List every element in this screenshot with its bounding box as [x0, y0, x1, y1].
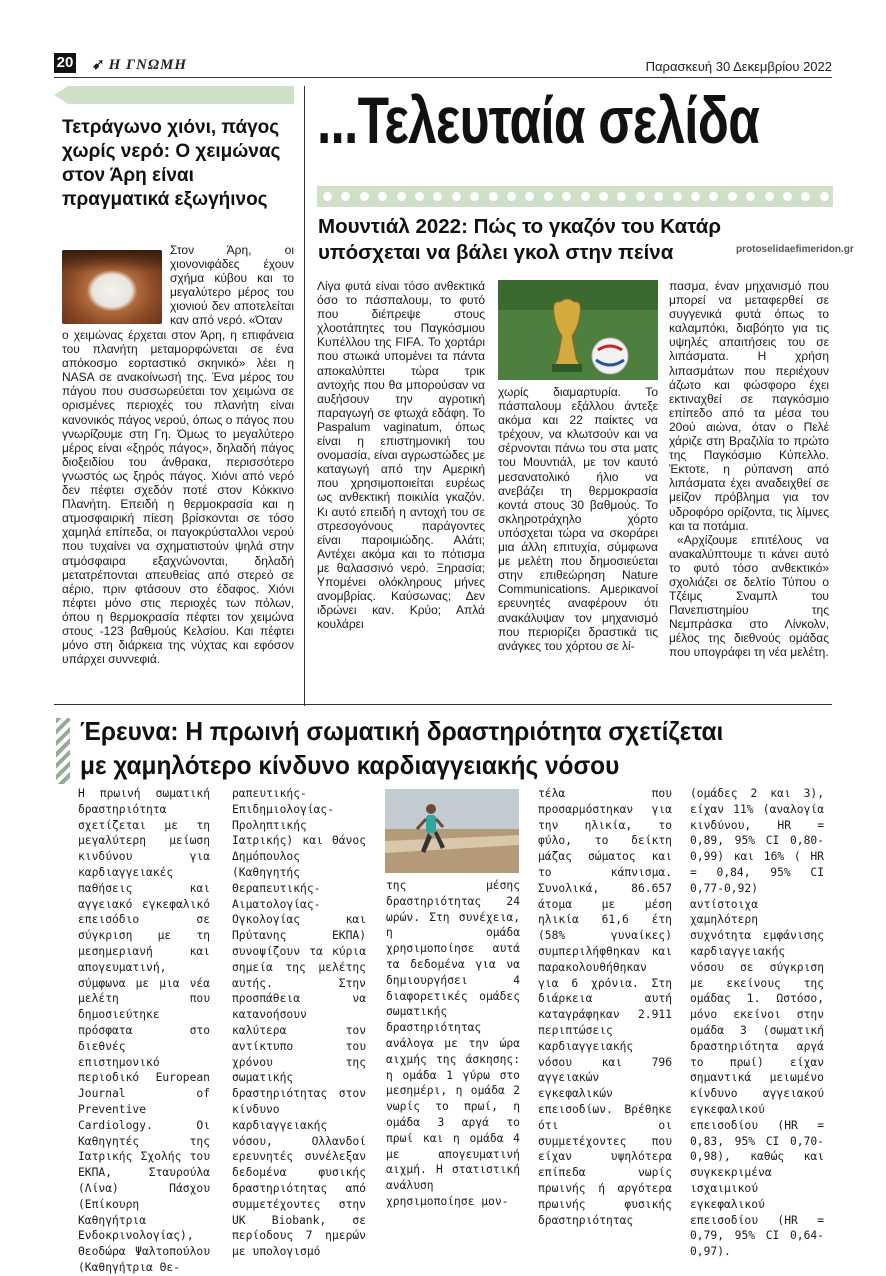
study-column-2: ραπευτικής-Επιδημιολογίας-Προληπτικής Ιατρικής) και Θάνος Δημόπουλος (Καθηγητής Θεραπευτικής-Αιματολογίας-Ογκολογίας και Πρύτανης ΕΚΠΑ) συνοψίζουν τα κύρια σημεία της μελέτης αυτής. Στην προσπάθεια να κατανοήσουν καλύτερα τον αντίκτυπο του χρόνου της σωματικής δραστηριότητας στον κίνδυνο καρδιαγγειακής νόσου, Ολλανδοί ερευνητές συνέλεξαν δεδομένα φυσικής δραστηριότητας από συμμετέχοντες στην UK Biobank, σε περίοδους 7 ημερών με υπολογισμό [232, 787, 366, 1259]
decorative-dot [525, 192, 534, 201]
mars-accent-bar [54, 86, 294, 104]
page-number: 20 [54, 53, 76, 73]
section-divider [54, 704, 832, 705]
logo-text: Η ΓΝΩΜΗ [108, 57, 188, 73]
decorative-dot [783, 192, 792, 201]
decorative-dot [452, 192, 461, 201]
decorative-dot [581, 192, 590, 201]
decorative-dot [489, 192, 498, 201]
qatar-column-1: Λίγα φυτά είναι τόσο ανθεκτικά όσο το πάσπαλουμ, το φυτό που διέπρεψε στους χλοοτάπητες του Παγκόσμιου Κυπέλλου της FIFA. Το χορτάρι που στωικά υπομένει τα πάντα αποκαλύπτει τώρα τρικ αντοχής που θα μπορούσαν να αυξήσουν την αγροτική παραγωγή σε φτωχά εδάφη. Το Paspalum vaginatum, όπως είναι η επιστημονική του ονομασία, είναι αγρωστώδες με καταγωγή από την Αμερική που χρησιμοποιείται ευρέως ως ανθεκτική ποικιλία γκαζόν. Κι αυτό επειδή η αντοχή του σε στρεσογόνους παράγοντες είναι παροιμιώδης. Αλάτι; Αντέχει ακόμα και το πότισμα με θαλασσινό νερό. Ξηρασία; Υπομένει ολόκληρους μήνες ανομβρίας. Καύσωνας; Δεν ιδρώνει καν. Κρύο; Απλά κουλάρει [317, 279, 485, 632]
study-column-4: τέλα που προσαρμόστηκαν για την ηλικία, το φύλο, το δείκτη μάζας σώματος και το κάπνισμα. Συνολικά, 86.657 άτομα με μέση ηλικία 61,6 έτη (58% γυναίκες) συμπεριλήφθηκαν και παρακολουθήθηκαν για 6 χρόνια. Στη διάρκεια αυτή καταγράφηκαν 2.911 περιπτώσεις καρδιαγγειακής νόσου και 796 αγγειακών εγκεφαλικών επεισοδίων. Βρέθηκε ότι οι συμμετέχοντες που είχαν υψηλότερα επίπεδα νωρίς πρωινής ή αργότερα πρωινής φυσικής δραστηριότητας [538, 787, 672, 1227]
section-title: ...Τελευταία σελίδα [317, 83, 760, 157]
decorative-dot [397, 192, 406, 201]
world-cup-trophy-photo [498, 280, 658, 380]
newspaper-logo [92, 55, 187, 74]
runner-illustration [385, 789, 519, 873]
decorative-dot [765, 192, 774, 201]
decorative-dot [691, 192, 700, 201]
mars-crater-photo [62, 250, 162, 324]
study-column-5: (ομάδες 2 και 3), είχαν 11% (αναλογία κινδύνου, HR = 0,89, 95% CI 0,80-0,99) και 16% ( HR = 0,84, 95% CI 0,77-0,92) αντίστοιχα χαμηλότερη συχνότητα εμφάνισης καρδιαγγειακής νόσου σε σύγκριση με εκείνους της ομάδας 1. Ωστόσο, μόνο εκείνοι στην ομάδα 3 (σωματική δραστηριότητα αργά το πρωί) είχαν σημαντικά μειωμένο κίνδυνο αγγειακού εγκεφαλικού επεισοδίου (HR = 0,83, 95% CI 0,70-0,98), καθώς και συγκεκριμένα ισχαιμικού εγκεφαλικού επεισοδίου (HR = 0,79, 95% CI 0,64-0,97). [690, 787, 824, 1259]
decorative-dot [728, 192, 737, 201]
qatar-headline: Μουντιάλ 2022: Πώς το γκαζόν του Κατάρ υπόσχεται να βάλει γκολ στην πείνα [318, 215, 722, 264]
decorative-dot [801, 192, 810, 201]
decorative-dot [470, 192, 479, 201]
decorative-dot [360, 192, 369, 201]
study-headline-line-2: με χαμηλότερο κίνδυνο καρδιαγγειακής νόσου [80, 750, 620, 780]
dotted-accent-bar [317, 186, 833, 207]
decorative-dot [341, 192, 350, 201]
mars-body-intro: Στον Άρη, οι χιονονιφάδες έχουν σχήμα κύβου και το μεγαλύτερο μέρος του χιονιού δεν αποτελείται καν από νερό. «Όταν [170, 243, 294, 328]
header-divider [54, 77, 832, 78]
qatar-column-3 [669, 279, 829, 660]
study-column-1: Η πρωινή σωματική δραστηριότητα σχετίζεται με τη μεγαλύτερη μείωση κινδύνου για καρδιαγγειακές παθήσεις και αγγειακό εγκεφαλικό επεισόδιο σε σύγκριση με τη μεσημεριανή και απογευματινή, σύμφωνα με μια νέα μελέτη που δημοσιεύτηκε πρόσφατα στο διεθνές επιστημονικό περιοδικό European Journal of Preventive Cardiology. Οι Καθηγητές της Ιατρικής Σχολής του ΕΚΠΑ, Σταυρούλα (Λίνα) Πάσχου (Επίκουρη Καθηγήτρια Ενδοκρινολογίας), Θεοδώρα Ψαλτοπούλου (Καθηγήτρια Θε- [78, 787, 210, 1274]
decorative-dot [617, 192, 626, 201]
decorative-dot [544, 192, 553, 201]
study-accent-stripe [56, 718, 70, 784]
decorative-dot [415, 192, 424, 201]
mars-headline: Τετράγωνο χιόνι, πάγος χωρίς νερό: Ο χειμώνας στον Άρη είναι πραγματικά εξωγήινος [62, 117, 281, 210]
bird-icon: ➹ [92, 57, 106, 73]
qatar-quote: «Αρχίζουμε επιτέλους να ανακαλύπτουμε τι κάνει αυτό το φυτό τόσο ανθεκτικό» σχολιάζει σε δελτίο Τύπου ο Τζέιμς Σναμπλ του Πανεπιστημίου της Νεμπράσκα στο Λίνκολν, μέλος της διεθνούς ομάδας που υπογράφει τη νέα μελέτη. [669, 532, 829, 660]
study-headline-line-1: Έρευνα: Η πρωινή σωματική δραστηριότητα σχετίζεται [80, 716, 724, 746]
decorative-dot [599, 192, 608, 201]
decorative-dot [636, 192, 645, 201]
decorative-dot [433, 192, 442, 201]
watermark: protoselidaefimeridon.gr [736, 244, 854, 255]
decorative-dot [562, 192, 571, 201]
mars-body: ο χειμώνας έρχεται στον Άρη, η επιφάνεια του πλανήτη μεταμορφώνεται σε ένα απόκοσμο εορταστικό σκηνικό» λέει η NASA σε ανακοίνωσή της. Ένα μέρος του πάγου που συσσωρεύεται τον χειμώνα σε ορισμένες περιοχές του πλανήτη είναι κανονικός πάγος νερού, όπως ο πάγος που γνωρίζουμε στη Γη. Όμως το μεγαλύτερο μέρος είναι «ξηρός πάγος», δηλαδή πάγος διοξειδίου του άνθρακα, περισσότερο γνωστός ως ξηρός πάγος. Χιόνι από νερό δεν πέφτει σχεδόν ποτέ στον Κόκκινο Πλανήτη. Επειδή η θερμοκρασία και η ατμοσφαιρική πίεση βρίσκονται σε τόσο χαμηλά επίπεδα, οι παγοκρύσταλλοι νερού που τυχαίνει να σχηματιστούν ψηλά στην ατμόσφαιρα εξαχνώνονται, δηλαδή μετατρέπονται απευθείας από στερεό σε αέριο, πριν φτάσουν στο έδαφος. Χιόνι πέφτει μόνο στις περιοχές των πόλων, όπου η θερμοκρασία πέφτει τον χειμώνα στους -123 βαθμούς Κελσίου. Και πέφτει μόνο στη διάρκεια της νύχτας και εφόσον υπάρχει συννεφιά. [62, 328, 294, 667]
decorative-dot [507, 192, 516, 201]
decorative-dot [746, 192, 755, 201]
decorative-dot [323, 192, 332, 201]
qatar-column-3-text: πασμα, έναν μηχανισμό που μπορεί να μεταφερθεί σε συγγενικά φυτά όπως το καλαμπόκι, διαβόητο για τις υψηλές απαιτήσεις του σε λιπάσματα. Η χρήση λιπασμάτων που περιέχουν άζωτο και φώσφορο έχει εκτιναχθεί σε παγκόσμιο επίπεδο από τα μέσα του 20ού αιώνα, όταν ο Πελέ χάριζε στη Βραζιλία το πρώτο της Παγκόσμιο Κύπελλο. Έκτοτε, η ρύπανση από λιπάσματα έχει αναδειχθεί σε μείζον πρόβλημα για τον υδροφόρο ορίζοντα, τις λίμνες και τα ποτάμια. [669, 279, 829, 533]
decorative-dot [378, 192, 387, 201]
study-headline [80, 714, 794, 782]
decorative-dot [673, 192, 682, 201]
trophy-ball-illustration [498, 280, 658, 380]
qatar-column-2: χωρίς διαμαρτυρία. Το πάσπαλουμ εξάλλου άντεξε ακόμα και 22 παίκτες να τρέχουν, να κλωτσούν και να σέρνονται πάνω του στα ματς του Μουντιάλ, με τον καυτό μεσανατολικό ήλιο να ανεβάζει τη θερμοκρασία κοντά στους 30 βαθμούς. Το σκληροτράχηλο χόρτο υπόσχεται τώρα να σκοράρει μια άλλη επιτυχία, σύμφωνα με μελέτη που δημοσιεύεται στην επιθεώρηση Nature Communications. Αμερικανοί ερευνητές αναφέρουν ότι ανακάλυψαν τον μηχανισμό που περιορίζει δραστικά τις ανάγκες του χόρτου σε λί- [498, 385, 658, 653]
issue-date: Παρασκευή 30 Δεκεμβρίου 2022 [645, 59, 832, 74]
decorative-dot [709, 192, 718, 201]
decorative-dot [820, 192, 829, 201]
study-column-3: της μέσης δραστηριότητας 24 ωρών. Στη συνέχεια, η ομάδα χρησιμοποίησε αυτά τα δεδομένα για να δημιουργήσει 4 διαφορετικές ομάδες σωματικής δραστηριότητας ανάλογα με την ώρα αιχμής της άσκησης: η ομάδα 1 γύρω στο μεσημέρι, η ομάδα 2 νωρίς το πρωί, η ομάδα 3 αργά το πρωί και η ομάδα 4 με απογευματινή αιχμή. Η στατιστική ανάλυση χρησιμοποίησε μον- [386, 879, 520, 1208]
decorative-dot [654, 192, 663, 201]
runner-photo [385, 789, 519, 873]
column-divider [304, 86, 305, 706]
